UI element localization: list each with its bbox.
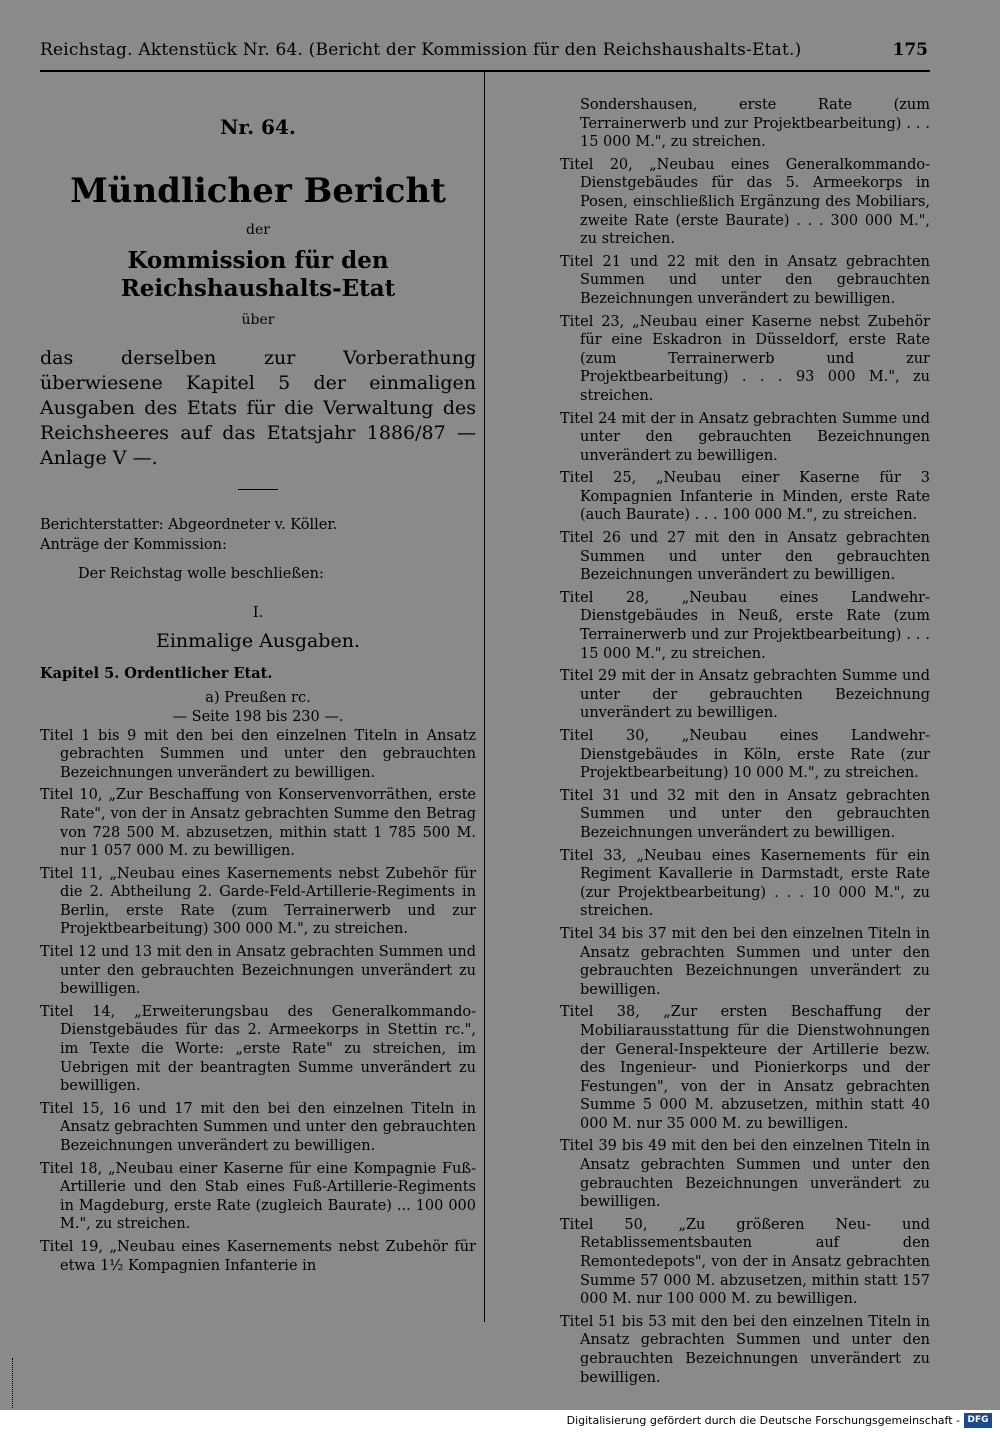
dfg-logo-icon[interactable]: DFG [964,1413,992,1428]
committee-name: Kommission für den Reichshaushalts-Etat [120,247,396,303]
titel-entry: Titel 14, „Erweiterungsbau des Generalkommando-Dienstgebäudes für das 2. Armeekorps in Stettin rc.", im Texte die Worte: „erste Rate" zu streichen, im Uebrigen mit der beantragten Summe unverändert zu bewilligen. [40,1003,476,1095]
titel-entry: Titel 51 bis 53 mit den bei den einzelnen Titeln in Ansatz gebrachten Summen und unter den gebrauchten Bezeichnungen unverändert zu bewilligen. [560,1313,930,1386]
titel-entry: Titel 28, „Neubau eines Landwehr-Dienstgebäudes in Neuß, erste Rate (zum Terrainerwerb und zur Projektbearbeitung) . . . 15 000 M.", zu streichen. [560,589,930,662]
titel-entry: Titel 39 bis 49 mit den bei den einzelnen Titeln in Ansatz gebrachten Summen und unter den gebrauchten Bezeichnungen unverändert zu bewilligen. [560,1138,930,1211]
titel-entry: Titel 50, „Zu größeren Neu- und Retablissementsbauten auf den Remontedepots", von der in Ansatz gebrachten Summe 57 000 M. abzusetzen, mithin statt 157 000 M. nur 100 000 M. zu bewilligen. [560,1216,930,1308]
titel-entry: Titel 29 mit der in Ansatz gebrachten Summe und unter der gebrauchten Bezeichnung unverändert zu bewilligen. [560,668,930,722]
reporter-line: Berichterstatter: Abgeordneter v. Köller. [40,516,338,533]
document-number: Nr. 64. [220,115,296,139]
subsection-heading: a) Preußen rc. [205,690,311,707]
titel-entry: Titel 12 und 13 mit den in Ansatz gebrachten Summen und unter den gebrauchten Bezeichnungen unverändert zu bewilligen. [40,944,476,998]
margin-mark [12,1358,13,1408]
report-subject: das derselben zur Vorberathung überwiesene Kapitel 5 der einmaligen Ausgaben des Etats für die Verwaltung des Reichsheeres auf das Etatsjahr 1886/87 — Anlage V —. [40,346,476,469]
titel-entry: Titel 26 und 27 mit den in Ansatz gebrachten Summen und unter den gebrauchten Bezeichnungen unverändert zu bewilligen. [560,530,930,584]
titel-entry: Titel 23, „Neubau einer Kaserne nebst Zubehör für eine Eskadron in Düsseldorf, erste Rate (zum Terrainerwerb und zur Projektbearbeitung) . . . 93 000 M.", zu streichen. [560,313,930,404]
titel-entry: Titel 25, „Neubau einer Kaserne für 3 Kompagnien Infanterie in Minden, erste Rate (auch Baurate) . . . 100 000 M.", zu streichen. [560,470,930,524]
digitization-footer [0,1410,1000,1432]
titel-entry: Titel 33, „Neubau eines Kasernements für ein Regiment Kavallerie in Darmstadt, erste Rate (zur Projektbearbeitung) . . . 10 000 M.", zu streichen. [560,847,930,920]
resolve-line: Der Reichstag wolle beschließen: [78,565,324,582]
titel-entry: Titel 18, „Neubau einer Kaserne für eine Kompagnie Fuß-Artillerie und den Stab eines Fuß-Artillerie-Regiments in Magdeburg, erste Rate (zugleich Baurate) ... 100 000 M.", zu streichen. [40,1160,476,1233]
left-column [40,115,476,1279]
title-der: der [246,221,270,238]
titel-entry: Titel 38, „Zur ersten Beschaffung der Mobiliarausstattung für die Dienstwohnungen der General-Inspekteure der Artillerie bezw. des Ingenieur- und Pionierkorps und der Festungen", von der in Ansatz gebrachten Summe 5 000 M. abzusetzen, mithin statt 40 000 M. nur 35 000 M. zu bewilligen. [560,1004,930,1132]
motions-line: Anträge der Kommission: [40,537,227,554]
section-title: Einmalige Ausgaben. [155,630,360,653]
titel-entry: Titel 19, „Neubau eines Kasernements nebst Zubehör für etwa 1½ Kompagnien Infanterie in [40,1238,476,1274]
titel-entry: Titel 34 bis 37 mit den bei den einzelnen Titeln in Ansatz gebrachten Summen und unter den gebrauchten Bezeichnungen unverändert zu bewilligen. [560,925,930,998]
titel-entry: Titel 20, „Neubau eines Generalkommando-Dienstgebäudes für das 5. Armeekorps in Posen, einschließlich Ergänzung des Mobiliars, zweite Rate (erste Baurate) . . . 300 000 M.", zu streichen. [560,156,930,248]
titel-entry: Titel 11, „Neubau eines Kasernements nebst Zubehör für die 2. Abtheilung 2. Garde-Feld-Artillerie-Regiments in Berlin, erste Rate (zum Terrainerwerb und zur Projektbearbeitung) 300 000 M.", zu streichen. [40,865,476,938]
short-divider [238,489,278,490]
report-title: Mündlicher Bericht [70,170,446,211]
titel-entry: Titel 21 und 22 mit den in Ansatz gebrachten Summen und unter den gebrauchten Bezeichnungen unverändert zu bewilligen. [560,253,930,307]
section-number: I. [252,604,264,621]
title-ueber: über [241,312,275,329]
titel-entry: Titel 24 mit der in Ansatz gebrachten Summe und unter den gebrauchten Bezeichnungen unverändert zu bewilligen. [560,410,930,464]
titel-entry: Titel 1 bis 9 mit den bei den einzelnen Titeln in Ansatz gebrachten Summen und unter den gebrauchten Bezeichnungen unverändert zu bewilligen. [40,727,476,781]
right-column [560,96,930,1391]
titel-entry: Titel 10, „Zur Beschaffung von Konservenvorräthen, erste Rate", von der in Ansatz gebrachten Summe den Betrag von 728 500 M. abzusetzen, mithin statt 1 785 500 M. nur 1 057 000 M. zu bewilligen. [40,787,476,860]
titel-entry: Titel 30, „Neubau eines Landwehr-Dienstgebäudes in Köln, erste Rate (zur Projektbearbeitung) 10 000 M.", zu streichen. [560,728,930,782]
running-head [40,40,928,60]
titel-entry: Titel 31 und 32 mit den in Ansatz gebrachten Summen und unter den gebrauchten Bezeichnungen unverändert zu bewilligen. [560,787,930,841]
titel-entry: Titel 15, 16 und 17 mit den bei den einzelnen Titeln in Ansatz gebrachten Summen und unter den gebrauchten Bezeichnungen unverändert zu bewilligen. [40,1100,476,1154]
continued-entry: Sondershausen, erste Rate (zum Terrainerwerb und zur Projektbearbeitung) . . . 15 000 M.", zu streichen. [580,97,930,151]
page-number: 175 [892,40,928,60]
footer-credit: Digitalisierung gefördert durch die Deutsche Forschungsgemeinschaft - [566,1414,960,1427]
running-title: Reichstag. Aktenstück Nr. 64. (Bericht der Kommission für den Reichshaushalts-Etat.) [40,40,802,60]
page-range: — Seite 198 bis 230 —. [172,708,344,725]
column-divider [484,72,485,1322]
header-rule [40,70,930,72]
kapitel-heading: Kapitel 5. Ordentlicher Etat. [40,664,273,682]
